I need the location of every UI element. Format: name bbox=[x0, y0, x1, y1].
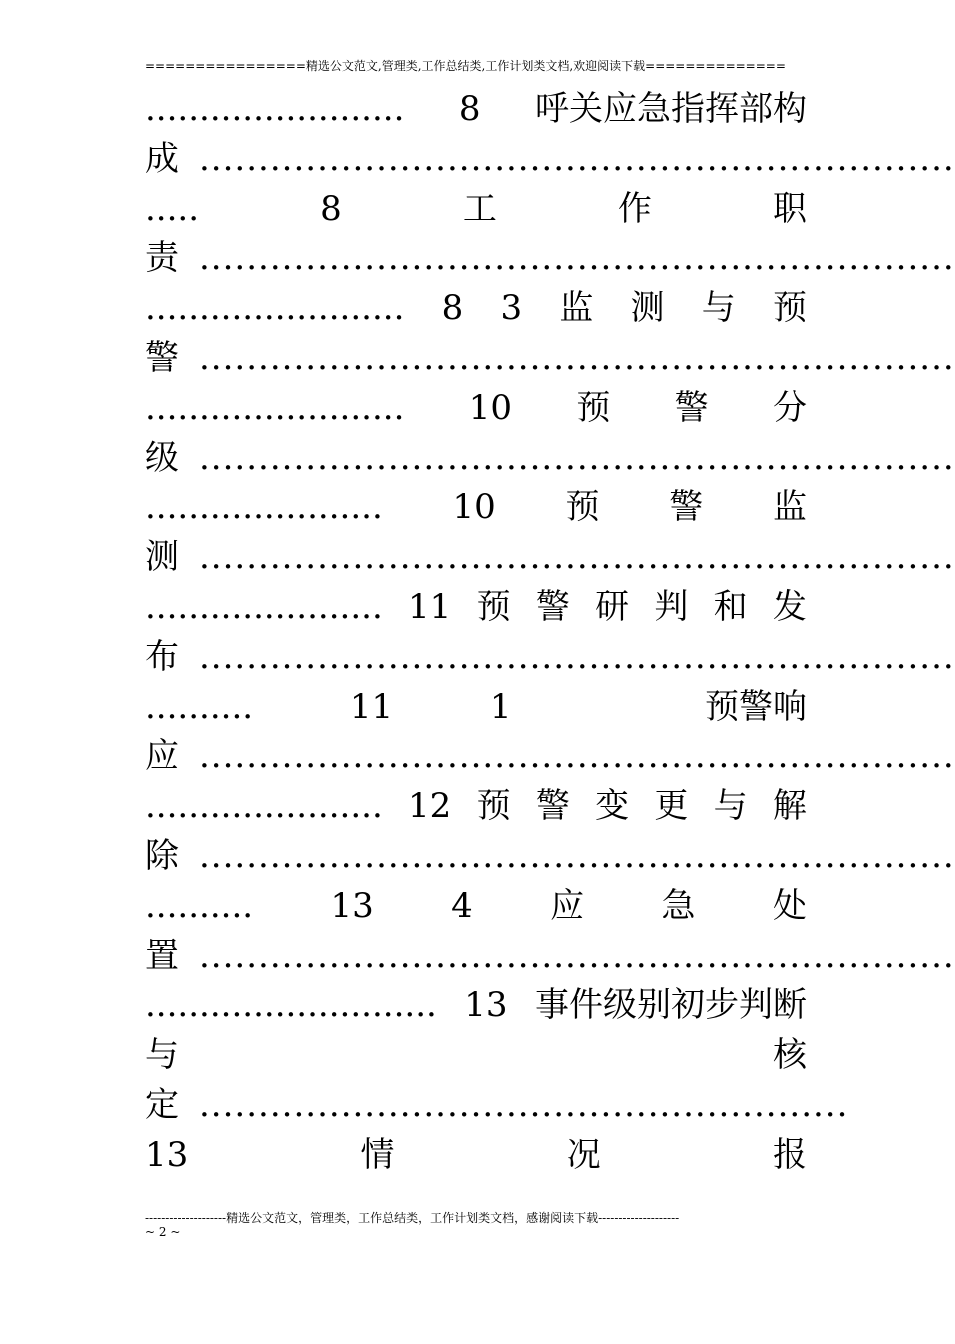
toc-text: 8 bbox=[320, 188, 342, 229]
toc-text: 8 bbox=[458, 89, 481, 129]
leader-dots: ................................................................ bbox=[199, 935, 955, 976]
toc-text: 变 bbox=[595, 786, 630, 827]
toc-text: 预 bbox=[476, 786, 511, 827]
toc-text: 定 bbox=[145, 1085, 179, 1125]
toc-text: 职 bbox=[773, 188, 807, 229]
toc-text: 13 bbox=[330, 885, 374, 926]
toc-text: 3 bbox=[500, 288, 523, 329]
leader-dots: ................................................................ bbox=[199, 636, 955, 677]
toc-text: 与 bbox=[701, 288, 736, 329]
toc-text: 应 bbox=[550, 885, 585, 926]
toc-text: 更 bbox=[654, 786, 689, 827]
toc-text: 测 bbox=[630, 288, 665, 329]
toc-text: 测 bbox=[145, 537, 179, 578]
toc-text: 预 bbox=[565, 487, 600, 528]
toc-text: 发 bbox=[772, 587, 807, 627]
toc-text: 13 bbox=[464, 985, 508, 1026]
leader-dots: ................................................................ bbox=[199, 836, 955, 876]
toc-line bbox=[145, 980, 807, 1030]
toc-text: 报 bbox=[772, 1134, 807, 1175]
toc-line bbox=[145, 881, 807, 931]
toc-text: 工 bbox=[462, 188, 497, 229]
toc-text: 8 bbox=[441, 288, 464, 329]
leader-dots: ........................ bbox=[145, 288, 405, 329]
toc-text: 警 bbox=[145, 338, 179, 378]
leader-dots: ...................... bbox=[145, 487, 383, 528]
toc-text: 11 bbox=[349, 686, 394, 727]
toc-text: 11 bbox=[408, 587, 452, 627]
toc-line bbox=[145, 283, 807, 333]
leader-dots: ................................................................ bbox=[199, 537, 955, 578]
toc-text: 警 bbox=[674, 387, 709, 428]
leader-dots: .......... bbox=[145, 885, 254, 926]
toc-text: 1 bbox=[489, 686, 512, 727]
toc-text: 10 bbox=[468, 387, 512, 428]
toc-text: 预 bbox=[772, 288, 807, 329]
toc-text: 成 bbox=[145, 138, 179, 179]
leader-dots: ...................... bbox=[145, 786, 383, 827]
leader-dots: ....................................................... bbox=[199, 1085, 849, 1125]
toc-text: 监 bbox=[772, 487, 807, 528]
toc-text: 除 bbox=[145, 836, 179, 876]
leader-dots: ........................... bbox=[145, 985, 437, 1026]
toc-text: 预 bbox=[476, 587, 511, 627]
toc-text: 预 bbox=[576, 387, 611, 428]
toc-line bbox=[145, 781, 807, 831]
toc-line bbox=[145, 831, 955, 881]
toc-line bbox=[145, 682, 807, 732]
toc-text: 解 bbox=[772, 786, 807, 827]
toc-text: 责 bbox=[145, 238, 179, 279]
toc-line bbox=[145, 383, 807, 433]
page-footer: --------------------精选公文范文，管理类，工作总结类，工作计划类文档，感谢阅读下载-------------------- bbox=[145, 1211, 680, 1225]
toc-text: 与 bbox=[713, 786, 748, 827]
toc-text: 研 bbox=[595, 587, 630, 627]
toc-text: 预警响 bbox=[704, 686, 807, 727]
toc-line bbox=[145, 84, 807, 134]
toc-text: 急 bbox=[661, 885, 696, 926]
toc-text: 呼关应急指挥部构 bbox=[535, 89, 807, 129]
toc-text: 况 bbox=[566, 1134, 601, 1175]
toc-line bbox=[145, 1130, 807, 1180]
toc-line bbox=[145, 1030, 807, 1080]
toc-text: 布 bbox=[145, 636, 179, 677]
toc-line bbox=[145, 333, 955, 383]
toc-line bbox=[145, 1080, 849, 1130]
toc-text: 处 bbox=[772, 885, 807, 926]
toc-line bbox=[145, 931, 955, 981]
toc-text: 核 bbox=[773, 1035, 807, 1076]
toc-text: 监 bbox=[559, 288, 594, 329]
toc-text: 警 bbox=[535, 786, 570, 827]
toc-line bbox=[145, 184, 807, 234]
toc-line bbox=[145, 134, 955, 184]
leader-dots: ................................................................ bbox=[199, 338, 955, 378]
toc-line bbox=[145, 433, 955, 483]
toc-line bbox=[145, 582, 807, 632]
toc-text: 应 bbox=[145, 736, 179, 777]
toc-text: 分 bbox=[772, 387, 807, 428]
toc-text: 警 bbox=[669, 487, 704, 528]
toc-line bbox=[145, 632, 955, 682]
page-header: ================精选公文范文,管理类,工作总结类,工作计划类文档,欢迎阅读下载============== bbox=[145, 59, 786, 73]
toc-line bbox=[145, 233, 955, 283]
toc-text: 情 bbox=[360, 1134, 395, 1175]
toc-text: 12 bbox=[408, 786, 452, 827]
toc-text: 级 bbox=[145, 437, 179, 478]
page-number: ~ 2 ~ bbox=[145, 1225, 181, 1239]
leader-dots: ................................................................ bbox=[199, 437, 955, 478]
toc-line bbox=[145, 482, 807, 532]
leader-dots: ..... bbox=[145, 188, 200, 229]
toc-line bbox=[145, 532, 955, 582]
leader-dots: ................................................................ bbox=[199, 736, 955, 777]
toc-text: 13 bbox=[145, 1134, 189, 1175]
toc-line bbox=[145, 731, 955, 781]
leader-dots: ...................... bbox=[145, 587, 383, 627]
toc-text: 置 bbox=[145, 935, 179, 976]
toc-text: 事件级别初步判断 bbox=[534, 985, 807, 1026]
leader-dots: ................................................................ bbox=[199, 238, 955, 279]
toc-text: 4 bbox=[451, 885, 473, 926]
leader-dots: ................................................................ bbox=[199, 138, 955, 179]
leader-dots: ........................ bbox=[145, 89, 405, 129]
toc-text: 10 bbox=[452, 487, 496, 528]
leader-dots: ........................ bbox=[145, 387, 405, 428]
toc-text: 作 bbox=[617, 188, 652, 229]
toc-text: 警 bbox=[535, 587, 570, 627]
toc-text: 判 bbox=[654, 587, 689, 627]
leader-dots: .......... bbox=[145, 686, 254, 727]
toc-text: 和 bbox=[713, 587, 748, 627]
toc-text: 与 bbox=[145, 1035, 179, 1076]
